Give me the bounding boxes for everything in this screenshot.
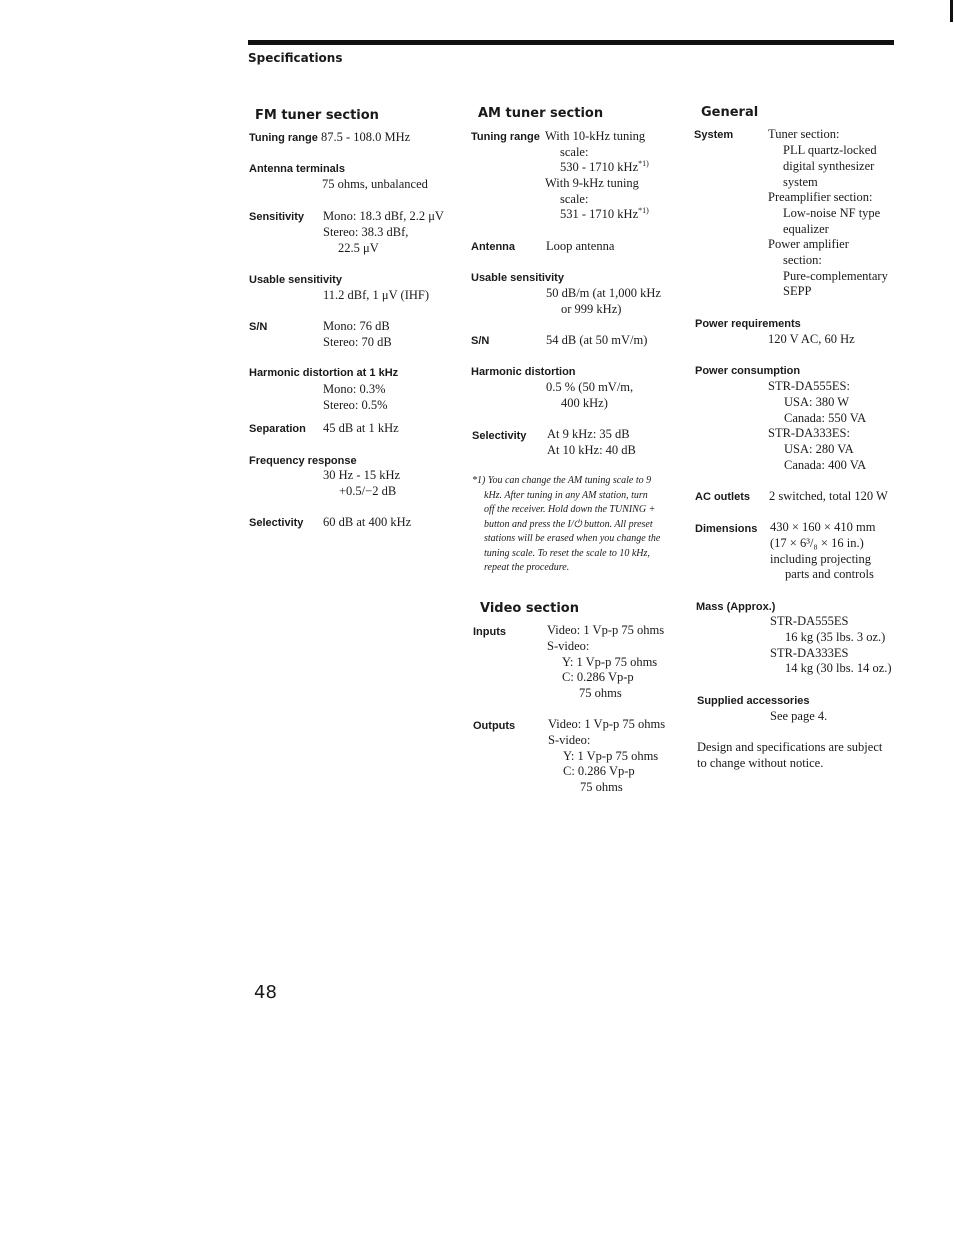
general-system-line: Power amplifier [768,237,849,251]
general-section-title: General [701,105,759,120]
general-system-label: System [694,129,734,141]
video-inputs-c: C: 0.286 Vp-p [562,670,634,684]
general-power-cons-line: Canada: 400 VA [784,458,867,472]
general-system-line: equalizer [783,222,829,236]
am-antenna-label: Antenna [471,241,515,253]
fm-selectivity-value: 60 dB at 400 kHz [323,515,412,529]
general-mass-line: STR-DA555ES [770,614,849,628]
general-power-cons-line: USA: 380 W [784,395,850,409]
fm-selectivity-label: Selectivity [249,517,304,529]
am-distortion-label: Harmonic distortion [471,366,576,378]
am-tuning-10k-range [560,160,649,175]
general-accessories-label: Supplied accessories [697,695,810,707]
am-footnote-line: *1) You can change the AM tuning scale to 9 [472,475,652,486]
am-usable-value-1: 50 dB/m (at 1,000 kHz [546,286,661,300]
fm-sn-mono: Mono: 76 dB [323,319,390,333]
video-section-title: Video section [480,601,579,616]
fm-separation-label: Separation [249,423,306,435]
general-ac-label: AC outlets [695,491,750,503]
page-heading: Specifications [248,51,343,65]
general-power-req-value: 120 V AC, 60 Hz [768,332,855,346]
video-inputs-svideo: S-video: [547,639,590,653]
general-power-cons-line: USA: 280 VA [784,442,854,456]
am-footnote-line: tuning scale. To reset the scale to 10 kHz, [484,547,650,559]
am-footnote-line: off the receiver. Hold down the TUNING + [484,504,656,515]
am-sn-value: 54 dB (at 50 mV/m) [546,333,648,347]
fm-sensitivity-stereo-uv: 22.5 μV [338,241,379,255]
video-outputs-svideo: S-video: [548,733,591,747]
general-mass-line: 16 kg (35 lbs. 3 oz.) [785,630,886,644]
general-power-cons-line: STR-DA555ES: [768,379,850,393]
video-inputs-label: Inputs [473,626,506,638]
video-inputs-c-ohms: 75 ohms [579,686,622,700]
fm-separation-value: 45 dB at 1 kHz [323,421,399,435]
am-selectivity-10k: At 10 kHz: 40 dB [547,443,636,457]
edge-mark [950,0,953,22]
general-power-req-label: Power requirements [695,318,801,330]
am-tuning-10k-range-text: 530 - 1710 kHz [560,160,639,174]
fm-sensitivity-mono: Mono: 18.3 dBf, 2.2 μV [323,209,444,223]
fm-distortion-stereo: Stereo: 0.5% [323,398,388,412]
general-system-line: digital synthesizer [783,159,875,173]
general-system-line: PLL quartz-locked [783,143,877,157]
fm-antenna-label: Antenna terminals [249,163,345,175]
fm-section-title: FM tuner section [255,108,379,123]
footnote-mark: *1) [638,158,649,168]
fm-usable-label: Usable sensitivity [249,274,342,286]
fm-frequency-range: 30 Hz - 15 kHz [323,468,401,482]
general-ac-value: 2 switched, total 120 W [769,489,888,503]
general-dimensions-mm: 430 × 160 × 410 mm [770,520,876,534]
fm-usable-value: 11.2 dBf, 1 μV (IHF) [323,288,430,302]
general-accessories-value: See page 4. [770,709,828,723]
header-rule [248,40,894,45]
general-system-line: Low-noise NF type [783,206,881,220]
general-mass-label: Mass (Approx.) [696,601,776,613]
fm-frequency-label: Frequency response [249,455,357,467]
fm-tuning-range-label: Tuning range [249,132,318,144]
fm-tuning-range-value: 87.5 - 108.0 MHz [321,130,411,144]
fm-sensitivity-stereo: Stereo: 38.3 dBf, [323,225,409,239]
general-notice-line-2: to change without notice. [697,756,824,770]
footnote-mark: *1) [638,205,649,215]
fm-sensitivity-label: Sensitivity [249,211,305,223]
am-footnote [472,474,667,576]
general-power-cons-line: Canada: 550 VA [784,411,867,425]
general-system-line: system [783,175,818,189]
page-number: 48 [254,982,277,1003]
fm-distortion-mono: Mono: 0.3% [323,382,386,396]
video-outputs-y: Y: 1 Vp-p 75 ohms [563,749,659,763]
fm-distortion-label: Harmonic distortion at 1 kHz [249,367,399,379]
fm-antenna-value: 75 ohms, unbalanced [322,177,428,191]
fm-sn-stereo: Stereo: 70 dB [323,335,392,349]
general-notice-line-1: Design and specifications are subject [697,740,883,754]
general-dimensions-note-1: including projecting [770,552,872,566]
am-tuning-range-label: Tuning range [471,131,540,143]
general-mass-line: STR-DA333ES [770,646,849,660]
am-footnote-line: kHz. After tuning in any AM station, turn [484,489,648,501]
am-footnote-line: repeat the procedure. [484,562,570,573]
fm-sn-label: S/N [249,321,268,333]
general-mass-line: 14 kg (30 lbs. 14 oz.) [785,661,892,675]
am-distortion-2: 400 kHz) [561,396,608,410]
general-dimensions-in: (17 × 6³/₈ × 16 in.) [770,536,864,550]
general-system-line: SEPP [783,284,812,298]
am-tuning-9k: With 9-kHz tuning [545,176,639,190]
video-outputs-c: C: 0.286 Vp-p [563,764,635,778]
am-antenna-value: Loop antenna [546,239,615,253]
am-tuning-10k-scale: scale: [560,145,589,159]
am-tuning-9k-range-text: 531 - 1710 kHz [560,207,639,221]
general-dimensions-label: Dimensions [695,523,758,535]
video-inputs-video: Video: 1 Vp-p 75 ohms [547,623,665,637]
am-tuning-9k-scale: scale: [560,192,589,206]
general-system-line: Pure-complementary [783,269,888,283]
general-power-cons-line: STR-DA333ES: [768,426,850,440]
general-system-line: Preamplifier section: [768,190,873,204]
general-power-cons-label: Power consumption [695,365,801,377]
am-tuning-9k-range [560,207,649,222]
am-selectivity-label: Selectivity [472,430,527,442]
video-outputs-label: Outputs [473,720,516,732]
fm-frequency-tolerance: +0.5/−2 dB [339,484,397,498]
am-selectivity-9k: At 9 kHz: 35 dB [547,427,630,441]
am-sn-label: S/N [471,335,490,347]
general-system-line: Tuner section: [768,127,840,141]
video-outputs-video: Video: 1 Vp-p 75 ohms [548,717,666,731]
am-footnote-line: button and press the I/⏻ button. All preset [484,518,653,530]
general-dimensions-note-2: parts and controls [785,567,874,581]
video-outputs-c-ohms: 75 ohms [580,780,623,794]
am-usable-value-2: or 999 kHz) [561,302,622,316]
general-system-line: section: [783,253,822,267]
am-usable-label: Usable sensitivity [471,272,564,284]
am-tuning-10k: With 10-kHz tuning [545,129,646,143]
am-footnote-line: stations will be erased when you change the [484,533,661,544]
video-inputs-y: Y: 1 Vp-p 75 ohms [562,655,658,669]
am-distortion-1: 0.5 % (50 mV/m, [546,380,634,394]
am-section-title: AM tuner section [478,106,604,121]
